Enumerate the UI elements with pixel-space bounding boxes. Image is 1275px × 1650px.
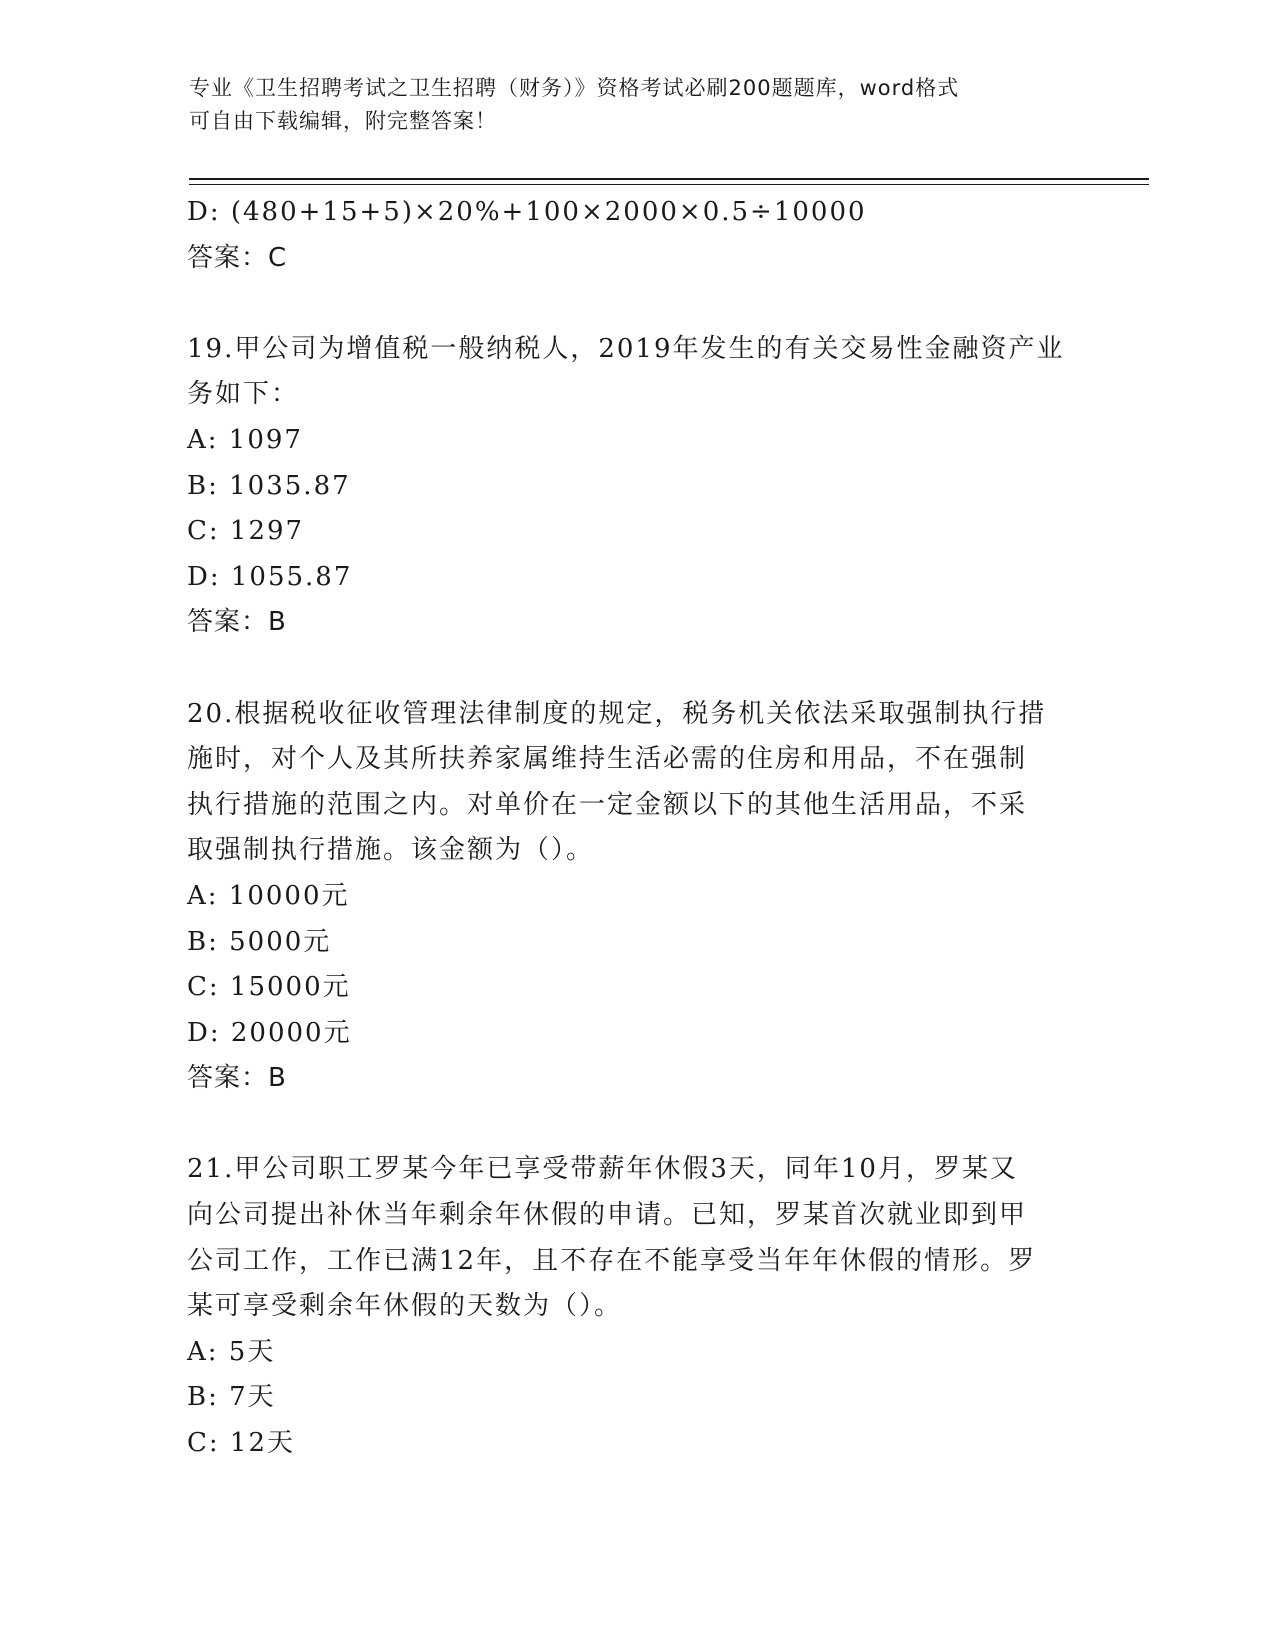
question-text: 向公司提出补休当年剩余年休假的申请。已知，罗某首次就业即到甲 (187, 1200, 1028, 1231)
answer: 答案：C (187, 242, 288, 273)
header-divider-thin (189, 184, 1149, 185)
header-line-2: 可自由下载编辑，附完整答案！ (189, 109, 497, 133)
header-line-1: 专业《卫生招聘考试之卫生招聘（财务）》资格考试必刷200题题库，word格式 (189, 76, 960, 100)
option-b: B: 5000元 (187, 926, 332, 957)
option-a: A: 10000元 (187, 880, 350, 911)
question-text: 20.根据税收征收管理法律制度的规定，税务机关依法采取强制执行措 (187, 698, 1047, 729)
option-d: D: (480+15+5)×20%+100×2000×0.5÷10000 (187, 197, 867, 227)
option-c: C: 1297 (187, 516, 305, 547)
document-header (189, 72, 1089, 138)
option-c: C: 12天 (187, 1428, 296, 1459)
question-19 (187, 327, 1087, 646)
option-d: D: 20000元 (187, 1017, 352, 1048)
question-text: 公司工作，工作已满12年，且不存在不能享受当年年休假的情形。罗 (187, 1245, 1037, 1276)
header-divider-thick (189, 178, 1149, 180)
question-text: 19.甲公司为增值税一般纳税人，2019年发生的有关交易性金融资产业 (187, 333, 1065, 364)
option-d: D: 1055.87 (187, 561, 353, 592)
option-b: B: 1035.87 (187, 470, 351, 501)
answer: 答案：B (187, 1063, 287, 1094)
option-c: C: 15000元 (187, 972, 351, 1003)
question-20 (187, 692, 1087, 1102)
question-text: 务如下： (187, 379, 300, 410)
question-list (187, 190, 1087, 1467)
option-a: A: 1097 (187, 424, 303, 455)
question-21 (187, 1147, 1087, 1466)
option-b: B: 7天 (187, 1382, 276, 1413)
option-a: A: 5天 (187, 1336, 276, 1367)
question-text: 21.甲公司职工罗某今年已享受带薪年休假3天，同年10月，罗某又 (187, 1154, 1018, 1185)
question-text: 执行措施的范围之内。对单价在一定金额以下的其他生活用品，不采 (187, 789, 1028, 820)
question-text: 施时，对个人及其所扶养家属维持生活必需的住房和用品，不在强制 (187, 744, 1028, 775)
answer: 答案：B (187, 607, 287, 638)
question-text: 某可享受剩余年休假的天数为（）。 (187, 1291, 623, 1322)
question-text: 取强制执行措施。该金额为（）。 (187, 835, 595, 866)
